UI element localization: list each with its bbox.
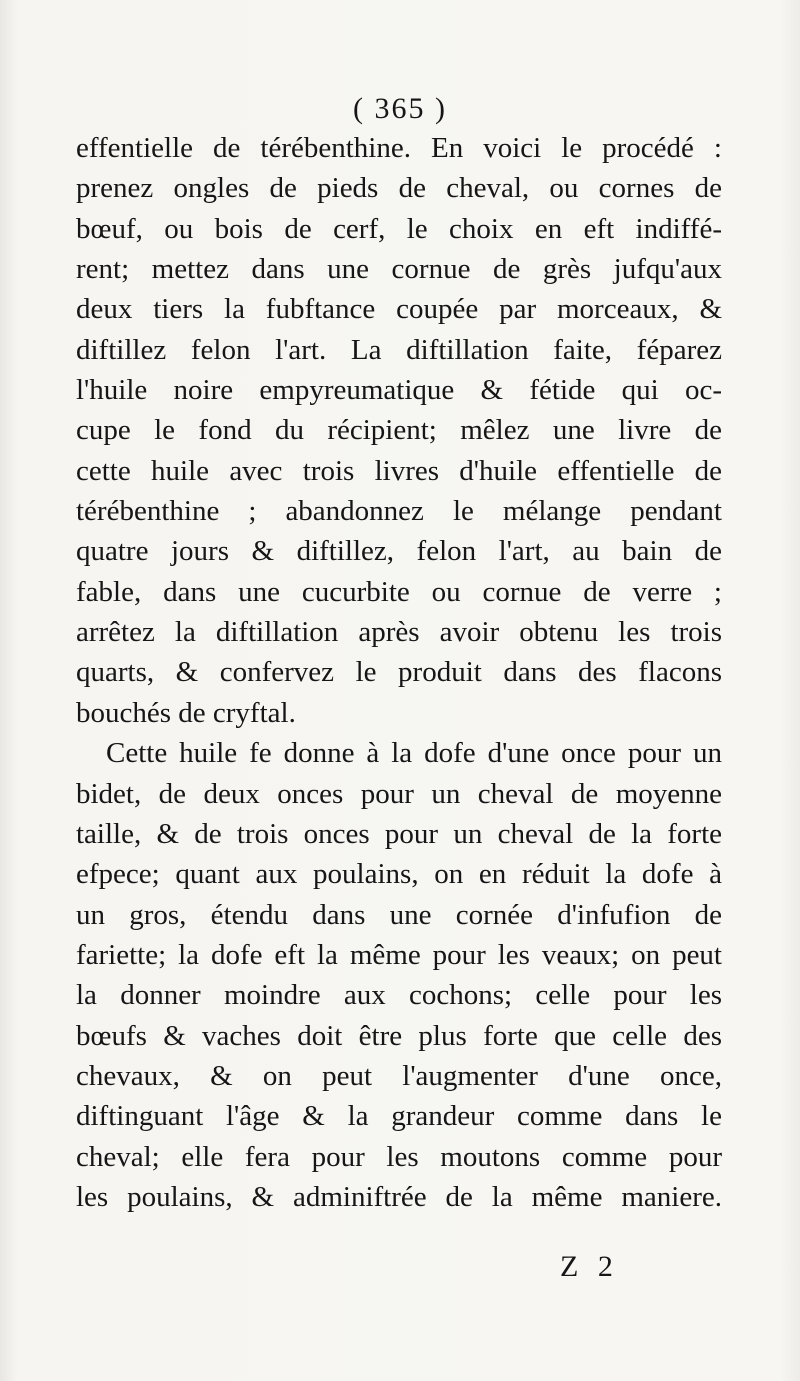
paragraph-2 bbox=[76, 733, 722, 1217]
paragraph-1 bbox=[76, 128, 722, 733]
text-line: bidet, de deux onces pour un cheval de moyenne bbox=[76, 777, 722, 810]
text-line: térébenthine ; abandonnez le mélange pendant bbox=[76, 495, 722, 528]
text-line: cheval; elle fera pour les moutons comme pour bbox=[76, 1140, 722, 1173]
text-line: Cette huile fe donne à la dofe d'une once pour un bbox=[106, 737, 722, 770]
text-line: les poulains, & adminiftrée de la même maniere. bbox=[76, 1180, 722, 1213]
text-line: l'huile noire empyreumatique & fétide qui oc- bbox=[76, 374, 722, 407]
text-line: prenez ongles de pieds de cheval, ou cornes de bbox=[76, 172, 722, 205]
signature-mark: Z 2 bbox=[560, 1250, 619, 1283]
text-line: rent; mettez dans une cornue de grès jufqu'aux bbox=[76, 253, 722, 286]
text-line: bouchés de cryftal. bbox=[76, 696, 296, 729]
text-line: fariette; la dofe eft la même pour les veaux; on peut bbox=[76, 938, 722, 971]
text-line: efpece; quant aux poulains, on en réduit la dofe à bbox=[76, 858, 722, 891]
text-line: cette huile avec trois livres d'huile effentielle de bbox=[76, 454, 722, 487]
text-line: un gros, étendu dans une cornée d'infufion de bbox=[76, 898, 722, 931]
text-line: cupe le fond du récipient; mêlez une livre de bbox=[76, 414, 722, 447]
text-line: bœuf, ou bois de cerf, le choix en eft indiffé- bbox=[76, 212, 722, 245]
page-number: ( 365 ) bbox=[353, 92, 447, 125]
text-line: la donner moindre aux cochons; celle pour les bbox=[76, 979, 722, 1012]
text-line: bœufs & vaches doit être plus forte que celle des bbox=[76, 1019, 722, 1052]
text-line: taille, & de trois onces pour un cheval de la forte bbox=[76, 817, 722, 850]
text-line: deux tiers la fubftance coupée par morceaux, & bbox=[76, 293, 722, 326]
text-line: quarts, & confervez le produit dans des flacons bbox=[76, 656, 722, 689]
text-line: diftinguant l'âge & la grandeur comme dans le bbox=[76, 1100, 722, 1133]
text-line: chevaux, & on peut l'augmenter d'une once, bbox=[76, 1059, 722, 1092]
text-line: fable, dans une cucurbite ou cornue de verre ; bbox=[76, 575, 722, 608]
text-line: arrêtez la diftillation après avoir obtenu les trois bbox=[76, 616, 722, 649]
body-text bbox=[76, 128, 722, 1217]
text-line: quatre jours & diftillez, felon l'art, au bain de bbox=[76, 535, 722, 568]
text-line: diftillez felon l'art. La diftillation faite, féparez bbox=[76, 333, 722, 366]
text-line: effentielle de térébenthine. En voici le procédé : bbox=[76, 132, 722, 164]
